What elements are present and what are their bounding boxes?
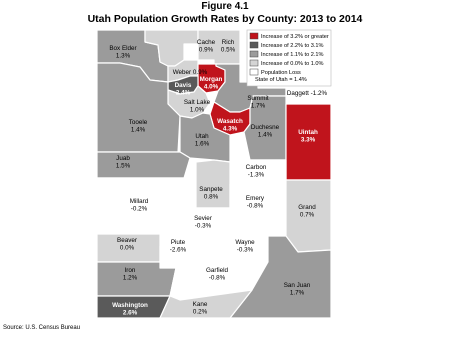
county-name: San Juan [283, 282, 311, 289]
county-name: Iron [124, 267, 136, 274]
county-name: Rich [221, 39, 235, 46]
county-name: Sanpete [199, 186, 223, 193]
county-label-weber [173, 69, 208, 76]
county-value: -1.3% [247, 171, 265, 179]
county-wayne [196, 236, 268, 262]
county-label-tooele [129, 119, 148, 134]
county-label-piute [170, 239, 187, 254]
legend-label: Increase of 3.2% or greater [261, 34, 329, 40]
county-label-iron [123, 267, 138, 282]
source-note: Source: U.S. Census Bureau [3, 325, 81, 331]
county-name: Wasatch [217, 118, 243, 125]
legend-label: Increase of 0.0% to 1.0% [261, 61, 324, 67]
county-name: Washington [112, 302, 148, 309]
county-value: 1.5% [115, 162, 131, 170]
county-name: Duchesne [250, 124, 280, 131]
county-name: Box Elder [109, 45, 137, 52]
county-value: 1.7% [289, 289, 305, 297]
county-name: Beaver [117, 237, 137, 244]
map-title: Utah Population Growth Rates by County: 2013 to 2014 [87, 13, 363, 25]
county-value: 1.7% [250, 102, 266, 110]
legend-swatch-low [250, 60, 258, 66]
county-value: 0.8% [203, 193, 219, 201]
county-name: Tooele [128, 119, 148, 126]
legend-state-note: State of Utah = 1.4% [255, 77, 307, 83]
county-value: 1.0% [189, 106, 205, 114]
county-label-beaver [117, 237, 137, 252]
county-name: Emery [245, 195, 265, 202]
county-value: 4.0% [203, 83, 219, 91]
county-label-uintah [298, 129, 318, 144]
county-value: 1.2% [122, 274, 138, 282]
county-name: Uintah [298, 129, 318, 136]
legend-label: Increase of 2.2% to 3.1% [261, 43, 324, 49]
county-label-wayne [235, 239, 255, 254]
county-name: Sevier [194, 215, 212, 222]
county-sanpete [196, 160, 230, 208]
county-value: -0.3% [194, 222, 212, 230]
county-name: Millard [129, 198, 149, 205]
county-value: 2.6% [122, 309, 138, 317]
county-juab [97, 152, 190, 178]
county-value: 0.5% [220, 46, 236, 54]
county-value: -0.8% [208, 274, 226, 282]
county-name: Grand [298, 204, 316, 211]
legend-swatch-loss [250, 69, 258, 75]
county-value: -0.8% [246, 202, 264, 210]
county-value: 0.2% [192, 308, 208, 316]
legend [247, 30, 331, 86]
county-name: Utah [195, 133, 209, 140]
county-label-utah [195, 133, 210, 148]
county-name: Wayne [235, 239, 255, 246]
county-value: 4.3% [222, 125, 238, 133]
county-label-millard [130, 198, 149, 213]
county-label-emery [246, 195, 265, 210]
county-label-rich [221, 39, 236, 54]
county-label-kane [193, 301, 208, 316]
county-name: Carbon [245, 164, 267, 171]
county-value: 0.0% [119, 244, 135, 252]
county-value: 0.9% [198, 46, 214, 54]
county-label-sevier [194, 215, 212, 230]
county-value: 1.4% [257, 131, 273, 139]
county-name: Kane [192, 301, 208, 308]
county-name: Juab [116, 155, 130, 162]
county-value: 0.7% [299, 211, 315, 219]
county-name: Davis [174, 82, 192, 89]
county-label-cache [197, 39, 216, 54]
county-name: Cache [196, 39, 216, 46]
county-label-grand [298, 204, 316, 219]
county-label-daggett [287, 90, 328, 97]
county-value: -2.6% [169, 246, 187, 254]
county-value: 1.3% [115, 52, 131, 60]
county-value: 1.4% [130, 126, 146, 134]
county-name: Garfield [205, 267, 229, 274]
county-value: 1.6% [194, 140, 210, 148]
county-name: Weber 0.9% [172, 69, 208, 76]
county-label-garfield [206, 267, 229, 282]
figure-label: Figure 4.1 [201, 1, 249, 12]
legend-label: Increase of 1.1% to 2.1% [261, 52, 324, 58]
county-value: -0.2% [130, 205, 148, 213]
county-label-davis [175, 82, 192, 97]
county-name: Salt Lake [183, 99, 211, 106]
legend-label: Population Loss [261, 70, 301, 76]
county-label-carbon [246, 164, 267, 179]
county-name: Piute [170, 239, 186, 246]
county-value: 3.3% [300, 136, 316, 144]
county-name: Daggett -1.2% [286, 90, 328, 97]
legend-swatch-high [250, 33, 258, 39]
county-value: 2.4% [175, 89, 191, 97]
county-value: -0.3% [236, 246, 254, 254]
legend-swatch-mid-high [250, 42, 258, 48]
legend-swatch-mid [250, 51, 258, 57]
county-name: Morgan [199, 76, 223, 83]
county-label-juab [116, 155, 131, 170]
county-name: Summit [247, 95, 269, 102]
